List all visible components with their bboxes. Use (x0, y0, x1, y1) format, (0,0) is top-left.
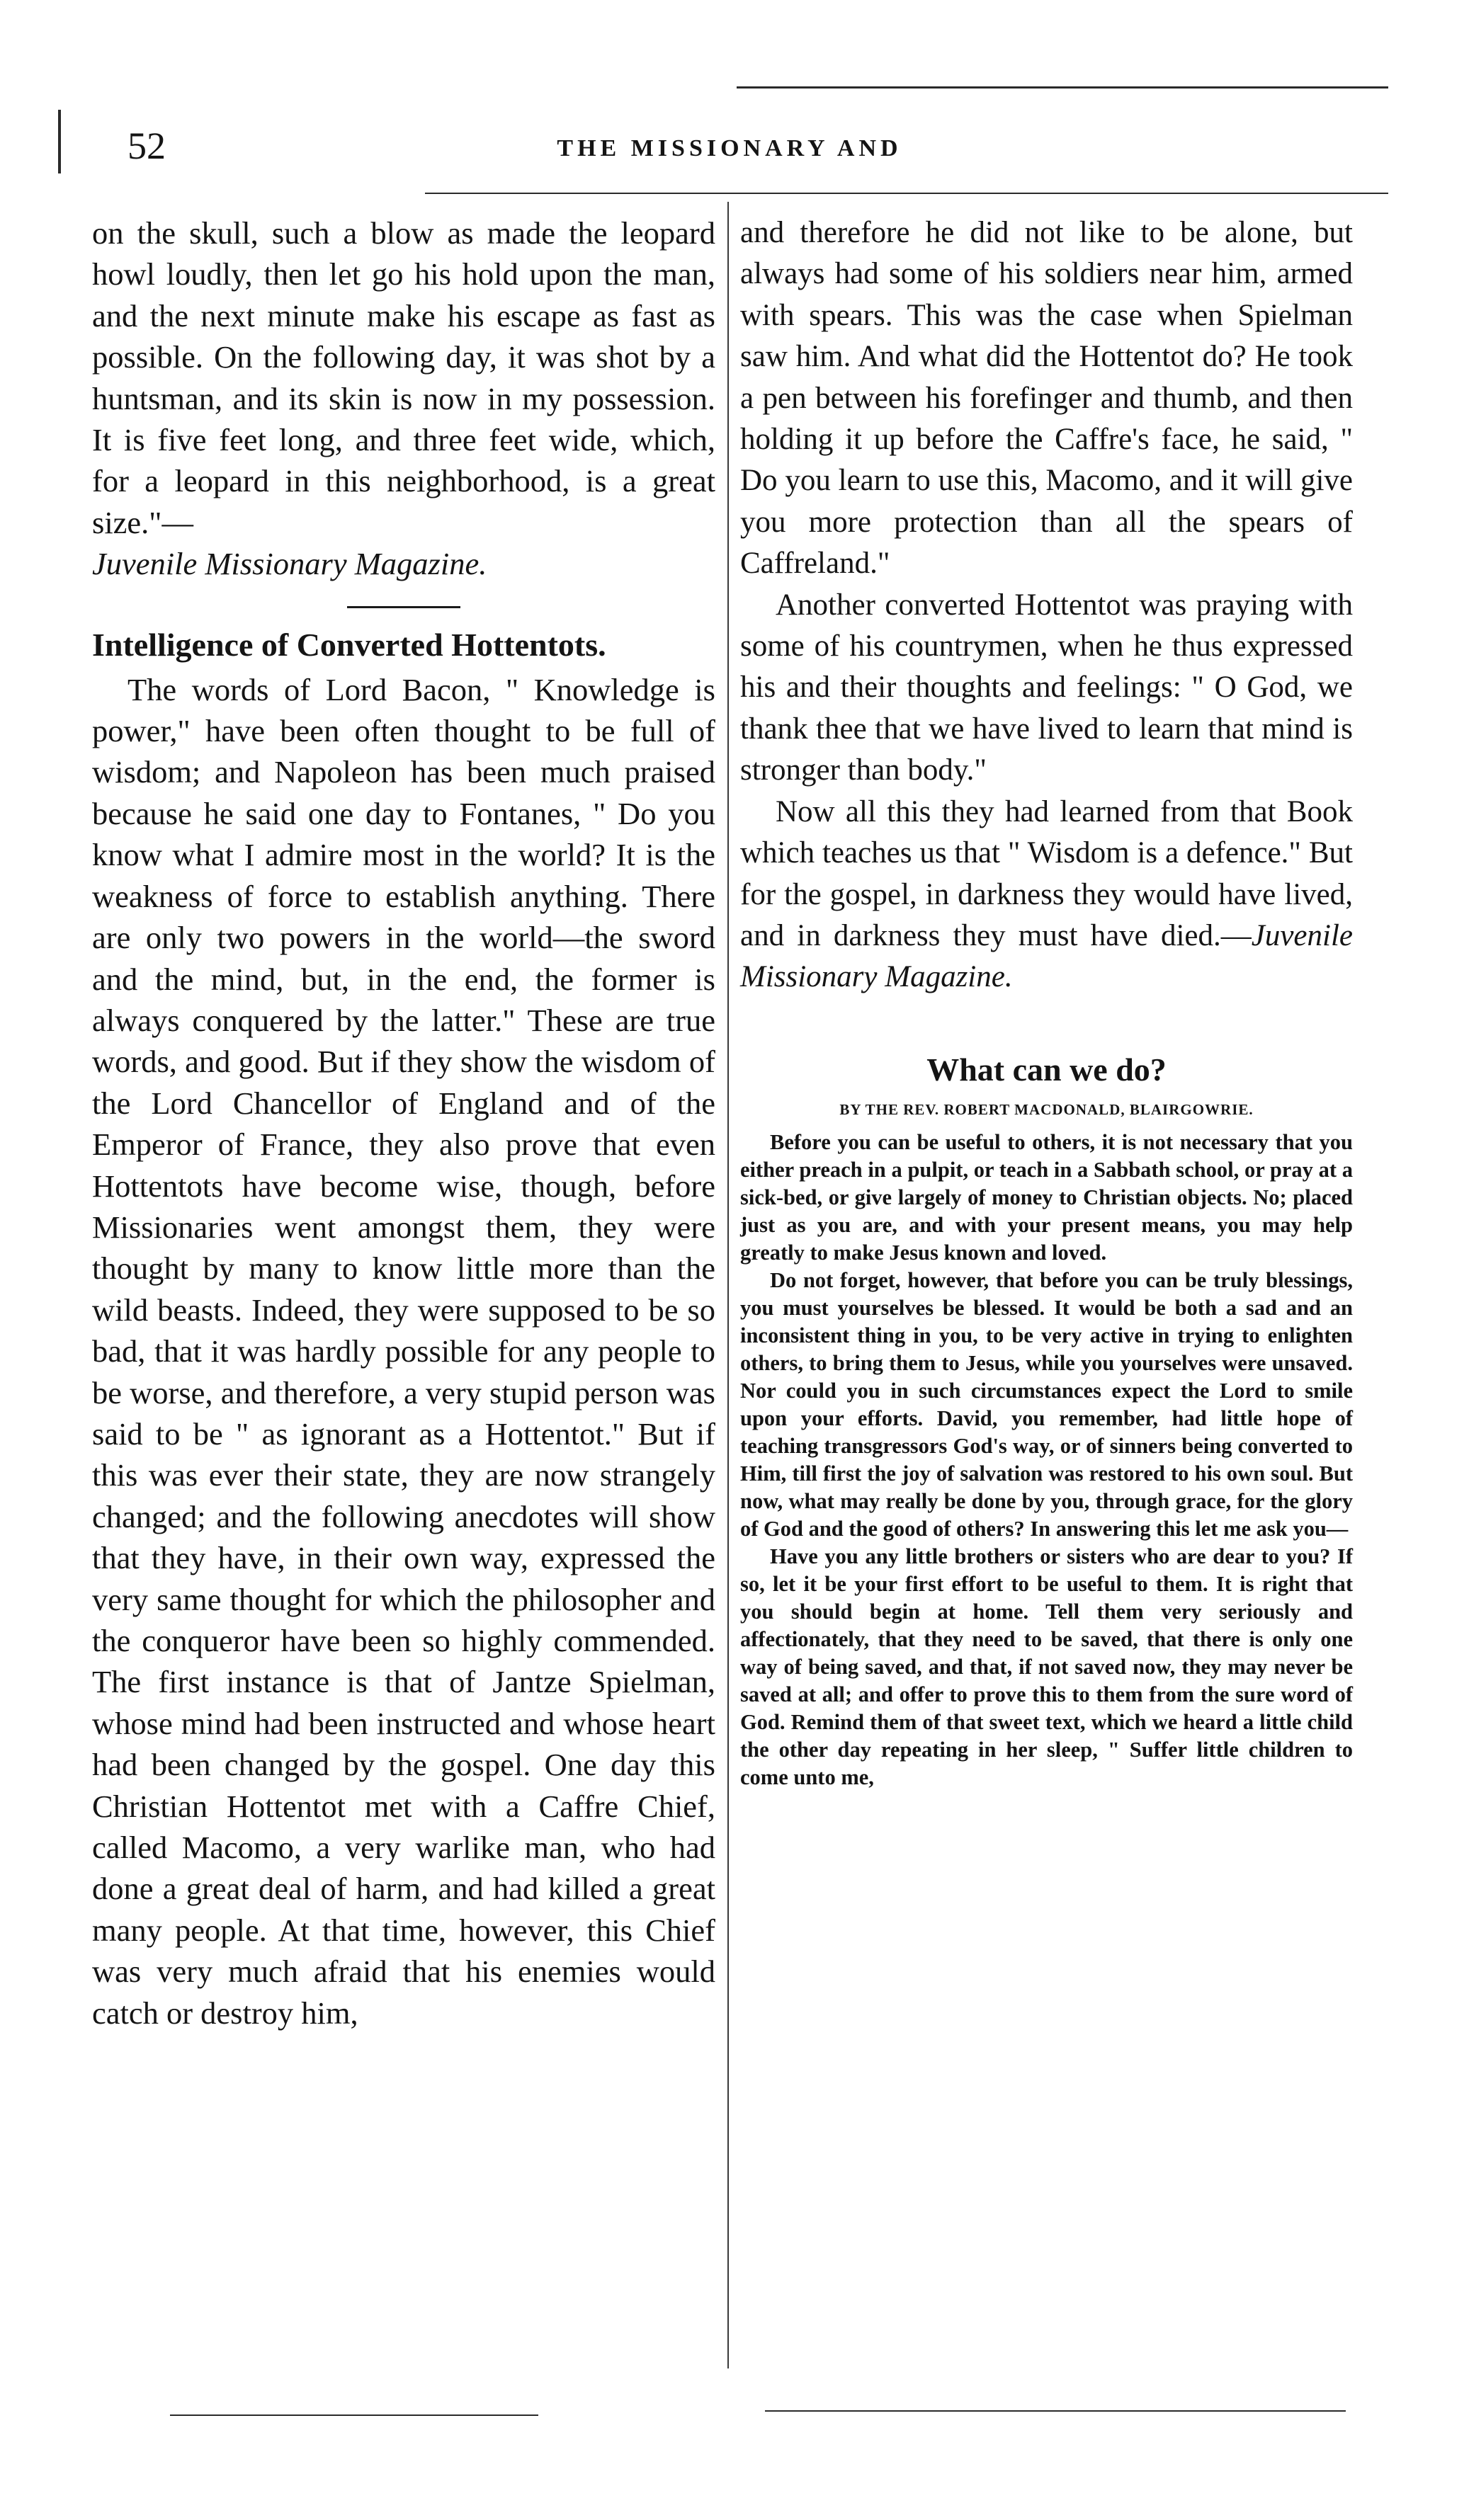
right-column (740, 212, 1353, 1791)
article-title-what-can-we-do: What can we do? (926, 1051, 1167, 1088)
small-paragraph-2: Do not forget, however, that before you can be truly blessings, you must yourselves be blessed. It would be both a sad and an inconsistent thing in you, to be very active in trying to enlighten others, to bring them to Jesus, while you yourselves were unsaved. Nor could you in such circumstances expect the Lord to smile upon your efforts. David, you remember, had little hope of teaching transgressors God's way, or of sinners being converted to Him, till first the joy of salvation was restored to his own soul. But now, what may really be done by you, through grace, for the glory of God and the good of others? In answering this let me ask you— (740, 1267, 1353, 1541)
right-paragraph-3-source: Juvenile Missionary Magazine. (740, 918, 1353, 994)
right-continuation-text: and therefore he did not like to be alone, but always had some of his soldiers near him, armed with spears. This was the case when Spielman saw him. And what did the Hottentot do? He took a pen between his forefinger and thumb, and then holding it up before the Caffre's face, he said, " Do you learn to use this, Macomo, and it will give you more protection than all the spears of Caffreland." (740, 216, 1353, 581)
bottom-rule-right (765, 2410, 1346, 2412)
left-margin-mark (58, 110, 61, 173)
spacer (740, 998, 1353, 1048)
running-head (78, 117, 1381, 173)
top-rule (737, 86, 1388, 89)
right-paragraph-3-text: Now all this they had learned from that Book which teaches us that " Wisdom is a defence." But for the gospel, in darkness they would have lived, and in darkness they must have died.— (740, 794, 1353, 952)
left-continuation-source: Juvenile Missionary Magazine. (92, 546, 487, 582)
page-number: 52 (127, 125, 166, 167)
header-underline (425, 193, 1388, 194)
article-byline: BY THE REV. ROBERT MACDONALD, BLAIRGOWRIE. (839, 1100, 1254, 1118)
running-title: THE MISSIONARY AND (557, 135, 902, 161)
column-divider (727, 202, 729, 2368)
bottom-rule-left (170, 2414, 538, 2416)
section-divider (347, 606, 460, 608)
right-paragraph-2: Another converted Hottentot was praying with some of his countrymen, when he thus expressed his and their thoughts and feelings: " O God, we thank thee that we have lived to learn that mind is stronger than body." (740, 588, 1353, 787)
small-print-body (740, 1129, 1353, 1791)
right-paragraph-3 (740, 792, 1353, 998)
left-column (92, 212, 715, 2034)
left-continuation-text: on the skull, such a blow as made the leopard howl loudly, then let go his hold upon the man, and the next minute make his escape as fast as possible. On the following day, it was shot by a huntsman, and its skin is now in my possession. It is five feet long, and three feet wide, which, for a leopard in this neighborhood, is a great size."— (92, 215, 715, 540)
small-paragraph-3: Have you any little brothers or sisters who are dear to you? If so, let it be your first effort to be useful to them. It is right that you should begin at home. Tell them very seriously and affectionately, that they need to be saved, that there is only one way of being saved, and that, if not saved now, they may never be saved at all; and offer to prove this to them from the sure word of God. Remind them of that sweet text, which we heard a little child the other day repeating in her sleep, " Suffer little children to come unto me, (740, 1544, 1353, 1789)
small-paragraph-1: Before you can be useful to others, it is not necessary that you either preach in a pulpit, or teach in a Sabbath school, or pray at a sick-bed, or give largely of money to Christian objects. No; placed just as you are, and with your present means, you may help greatly to make Jesus known and loved. (740, 1129, 1353, 1265)
article-title-hottentots: Intelligence of Converted Hottentots. (92, 626, 606, 663)
article-body-hottentots: The words of Lord Bacon, " Knowledge is power," have been often thought to be full of wisdom; and Napoleon has been much praised because he said one day to Fontanes, " Do you know what I admire most in the world? It is the weakness of force to establish anything. There are only two powers in the world—the sword and the mind, but, in the end, the former is always conquered by the latter." These are true words, and good. But if they show the wisdom of the Lord Chancellor of England and of the Emperor of France, they also prove that even Hottentots have become wise, though, before Missionaries went amongst them, they were thought by many to know little more than the wild beasts. Indeed, they were supposed to be so bad, that it was hardly possible for any people to be worse, and therefore, a very stupid person was said to be " as ignorant as a Hottentot." But if this was ever their state, they are now strangely changed; and the following anecdotes will show that they have, in their own way, expressed the very same thought for which the philosopher and the conqueror have been so highly commended. The first instance is that of Jantze Spielman, whose mind had been instructed and whose heart had been changed by the gospel. One day this Christian Hottentot met with a Caffre Chief, called Macomo, a very warlike man, who had done a great deal of harm, and had killed a great many people. At that time, however, this Chief was very much afraid that his enemies would catch or destroy him, (92, 671, 715, 2031)
